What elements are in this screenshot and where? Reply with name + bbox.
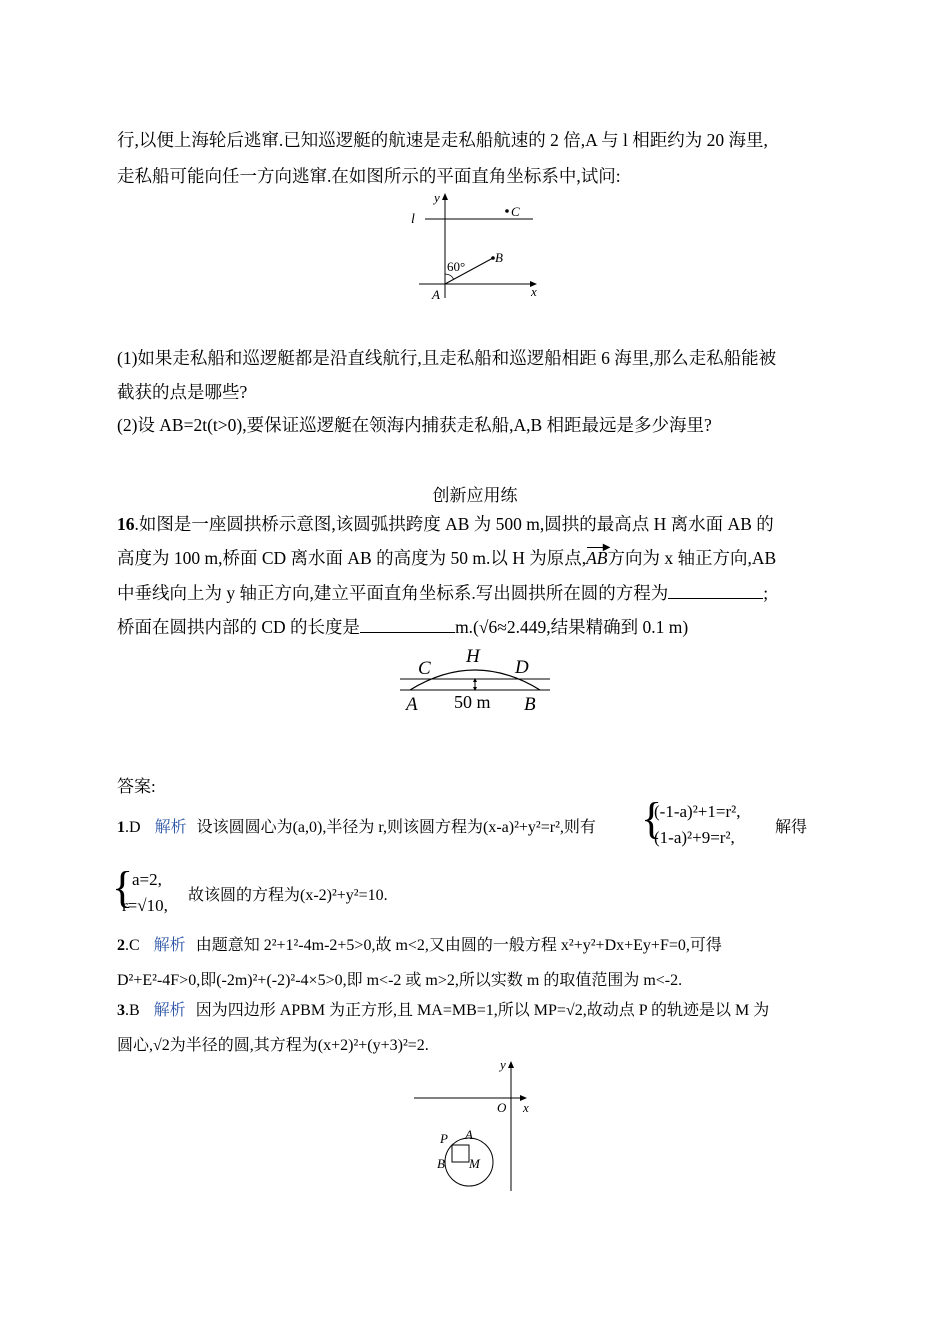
result-a: a=2,	[132, 870, 162, 889]
coordinate-figure-1	[405, 190, 555, 305]
answer-3-line-1: 3.B 解析 因为四边形 APBM 为正方形,且 MA=MB=1,所以 MP=√2,故动点 P 的轨迹是以 M 为	[117, 1002, 770, 1019]
point-c	[505, 209, 509, 213]
result-brace: {	[112, 863, 134, 912]
label-o: O	[497, 1100, 507, 1115]
label-y: y	[500, 1057, 506, 1072]
square-apbm	[452, 1145, 469, 1162]
intro-line-2: 走私船可能向任一方向逃窜.在如图所示的平面直角坐标系中,试问:	[117, 166, 621, 186]
label-b: B	[495, 250, 503, 265]
label-p: P	[440, 1131, 448, 1146]
y-arrow	[508, 1061, 514, 1068]
label-h: H	[466, 646, 480, 667]
system-eq-1: (-1-a)²+1=r²,	[654, 802, 741, 821]
label-c: C	[511, 204, 520, 219]
label-a: A	[406, 694, 418, 715]
label-y: y	[434, 190, 440, 205]
label-a: A	[465, 1127, 473, 1142]
coordinate-figure-3	[410, 1055, 540, 1195]
problem-16-line-3: 中垂线向上为 y 轴正方向,建立平面直角坐标系.写出圆拱所在圆的方程为 ;	[117, 583, 769, 603]
label-angle: 60°	[447, 259, 466, 274]
answer-1: 1.D 解析 设该圆圆心为(a,0),半径为 r,则该圆方程为(x-a)²+y²=r²,则有	[117, 819, 596, 836]
intro-line-1: 行,以便上海轮后逃窜.已知巡逻艇的航速是走私船航速的 2 倍,A 与 l 相距约为 20 海里,	[117, 130, 768, 150]
answer-1-conclusion: 故该圆的方程为(x-2)²+y²=10.	[188, 887, 388, 904]
section-title: 创新应用练	[432, 486, 518, 505]
label-a: A	[432, 287, 440, 302]
angle-arc	[445, 274, 454, 279]
system-eq-2: (1-a)²+9=r²,	[654, 828, 735, 847]
answer-3-line-2: 圆心,√2为半径的圆,其方程为(x+2)²+(y+3)²=2.	[117, 1037, 429, 1054]
label-b: B	[437, 1156, 445, 1171]
problem-16-line-1: 16.如图是一座圆拱桥示意图,该圆弧拱跨度 AB 为 500 m,圆拱的最高点 H 离水面 AB 的	[117, 514, 774, 534]
vector-ab: AB ▶	[586, 542, 611, 568]
question-2: (2)设 AB=2t(t>0),要保证巡逻艇在领海内捕获走私船,A,B 相距最远是多少海里?	[117, 415, 712, 435]
answer-2-line-2: D²+E²-4F>0,即(-2m)²+(-2)²-4×5>0,即 m<-2 或 m>2,所以实数 m 的取值范围为 m<-2.	[117, 972, 683, 989]
answer-blank-2[interactable]	[360, 618, 455, 633]
problem-16-line-4: 桥面在圆拱内部的 CD 的长度是 m.(√6≈2.449,结果精确到 0.1 m)	[117, 617, 689, 637]
result-r: r=√10,	[122, 896, 168, 915]
label-x: x	[531, 284, 537, 299]
label-b: B	[524, 694, 536, 715]
y-arrow	[442, 193, 448, 200]
answer-blank-1[interactable]	[668, 584, 763, 599]
bridge-figure	[398, 642, 553, 717]
problem-16-number: 16	[117, 514, 135, 534]
label-l: l	[411, 212, 415, 227]
answer-2-line-1: 2.C 解析 由题意知 2²+1²-4m-2+5>0,故 m<2,又由圆的一般方程 x²+y²+Dx+Ey+F=0,可得	[117, 937, 722, 954]
label-c: C	[418, 658, 431, 679]
question-1-line-2: 截获的点是哪些?	[117, 382, 248, 402]
problem-16-line-2: 高度为 100 m,桥面 CD 离水面 AB 的高度为 50 m.以 H 为原点,AB ▶ 方向为 x 轴正方向,AB	[117, 542, 777, 568]
label-d: D	[515, 657, 529, 678]
label-x: x	[523, 1100, 529, 1115]
solve-text: 解得	[775, 819, 808, 836]
system-brace: {	[641, 794, 663, 843]
label-dist: 50 m	[454, 692, 491, 712]
label-m: M	[469, 1156, 480, 1171]
question-1-line-1: (1)如果走私船和巡逻艇都是沿直线航行,且走私船和巡逻船相距 6 海里,那么走私船能被	[117, 348, 777, 368]
answers-title: 答案:	[117, 777, 156, 796]
